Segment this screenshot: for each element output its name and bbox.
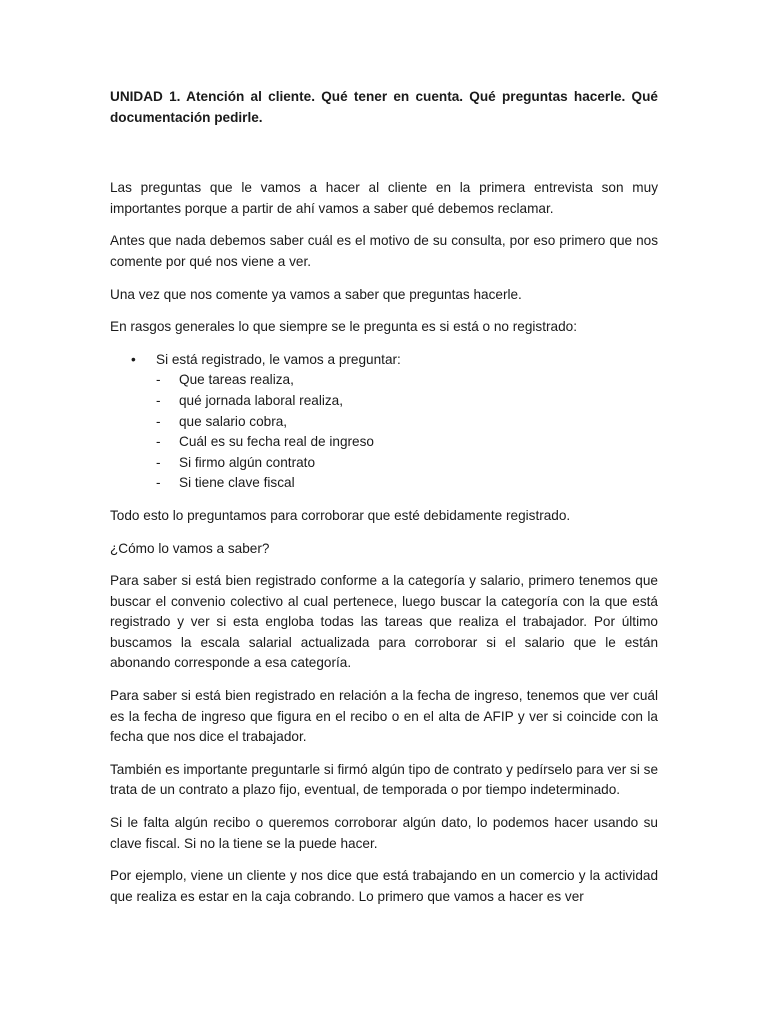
paragraph-body-3: Para saber si está bien registrado conforme a la categoría y salario, primero tenemos que buscar el convenio colectivo al cual pertenece, luego buscar la categoría con la que está registrado y ver si esta engloba todas las tareas que realiza el trabajador. Por último buscamos la escala salarial actualizada para corroborar si el salario que le están abonando corresponde a esa categoría. <box>110 573 658 671</box>
sub-list-item <box>110 432 658 453</box>
sub-list-item-text: Si tiene clave fiscal <box>179 475 295 491</box>
paragraph-body-7: Por ejemplo, viene un cliente y nos dice que está trabajando en un comercio y la actividad que realiza es estar en la caja cobrando. Lo primero que vamos a hacer es ver <box>110 868 658 904</box>
sub-list-item <box>110 412 658 433</box>
paragraph-body-6: Si le falta algún recibo o queremos corroborar algún dato, lo podemos hacer usando su clave fiscal. Si no la tiene se la puede hacer. <box>110 815 658 851</box>
paragraph-body-5: También es importante preguntarle si firmó algún tipo de contrato y pedírselo para ver si se trata de un contrato a plazo fijo, eventual, de temporada o por tiempo indeterminado. <box>110 761 658 798</box>
paragraph-intro-2: Antes que nada debemos saber cuál es el motivo de su consulta, por eso primero que nos comente por qué nos viene a ver. <box>110 233 658 269</box>
dash-icon: - <box>156 392 161 408</box>
sub-list-item <box>110 391 658 412</box>
document-page <box>110 87 658 919</box>
sub-list-item-text: Cuál es su fecha real de ingreso <box>179 434 374 450</box>
dash-icon: - <box>156 454 161 470</box>
sub-list-item <box>110 473 658 494</box>
dash-icon: - <box>156 413 161 429</box>
sub-list-item <box>110 370 658 391</box>
sub-list-item-text: Si firmo algún contrato <box>179 454 316 470</box>
bullet-dot-icon: • <box>131 351 136 367</box>
sub-list-item <box>110 453 658 474</box>
bullet-item <box>110 350 658 371</box>
bullet-list <box>110 350 658 494</box>
paragraph-body-2: ¿Cómo lo vamos a saber? <box>110 540 270 556</box>
dash-icon: - <box>156 475 161 491</box>
paragraph-intro-3: Una vez que nos comente ya vamos a saber que preguntas hacerle. <box>110 286 522 302</box>
title-spacer <box>110 128 658 178</box>
paragraph-intro-1: Las preguntas que le vamos a hacer al cliente en la primera entrevista son muy importantes porque a partir de ahí vamos a saber qué debemos reclamar. <box>110 180 658 216</box>
dash-icon: - <box>156 434 161 450</box>
bullet-item-text: Si está registrado, le vamos a preguntar: <box>156 351 401 367</box>
sub-list-item-text: que salario cobra, <box>179 413 288 429</box>
sub-list-item-text: Que tareas realiza, <box>179 372 294 388</box>
paragraph-body-4: Para saber si está bien registrado en relación a la fecha de ingreso, tenemos que ver cuál es la fecha de ingreso que figura en el recibo o en el alta de AFIP y ver si coincide con la fecha que nos dice el trabajador. <box>110 688 658 745</box>
paragraph-body-1: Todo esto lo preguntamos para corroborar que esté debidamente registrado. <box>110 507 571 523</box>
dash-icon: - <box>156 372 161 388</box>
document-title: UNIDAD 1. Atención al cliente. Qué tener en cuenta. Qué preguntas hacerle. Qué documentación pedirle. <box>110 89 658 125</box>
sub-list-item-text: qué jornada laboral realiza, <box>179 392 343 408</box>
paragraph-intro-4: En rasgos generales lo que siempre se le pregunta es si está o no registrado: <box>110 319 577 335</box>
